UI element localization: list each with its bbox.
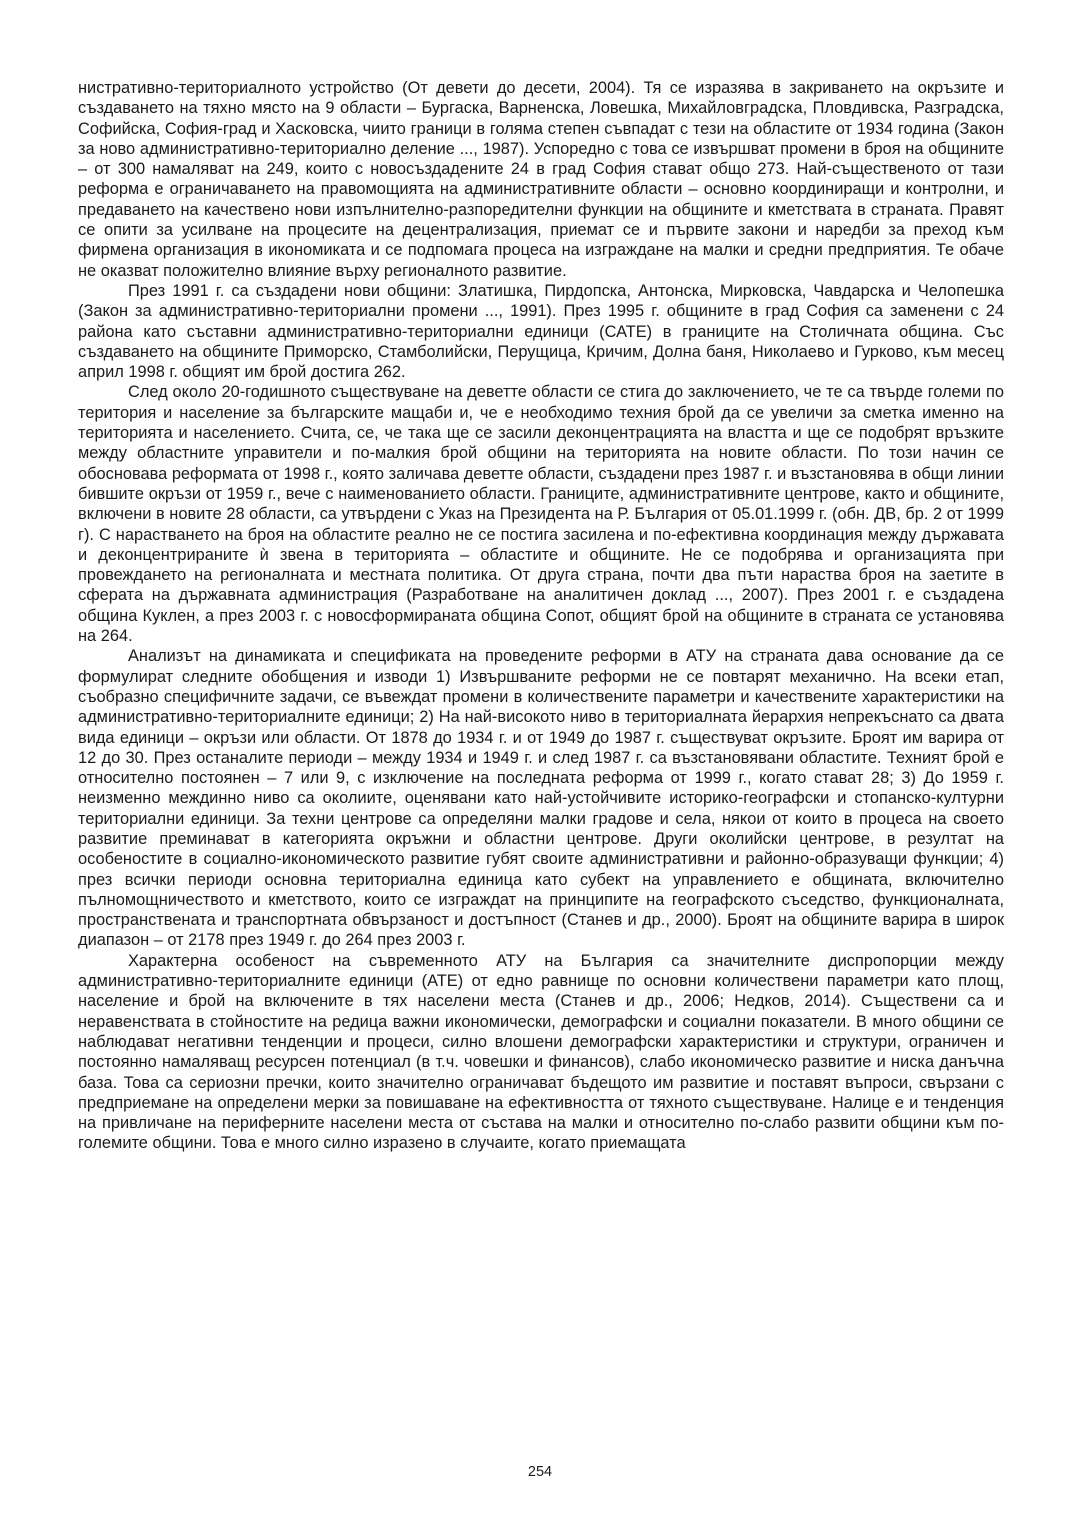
paragraph-reform-1998: След около 20-годишното съществуване на деветте области се стига до заключението, че те са твърде големи по територия и население за българските мащаби и, че е необходимо техния брой да се увеличи за сметка именно на територията и населението. Счита, се, че така ще се засили деконцентрацията на властта и ще се подобрят връзките между областните управители и по-малкия брой общини на територията на новите области. По този начин се обосновава реформата от 1998 г., която заличава деветте области, създадени през 1987 г. и възстановява в общи линии бившите окръзи от 1959 г., вече с наименованието области. Границите, административните центрове, както и общините, включени в новите 28 области, са утвърдени с Указ на Президента на Р. България от 05.01.1999 г. (обн. ДВ, бр. 2 от 1999 г). С нарастването на броя на областите реално не се постига засилена и по-ефективна координация между държавата и деконцентрираните ѝ звена в територията – областите и общините. Не се подобрява и организацията при провеждането на регионалната и местната политика. От друга страна, почти два пъти нараства броя на заетите в сферата на държавната администрация (Разработване на аналитичен доклад ..., 2007). През 2001 г. е създадена община Куклен, а през 2003 г. с новосформираната община Сопот, общият брой на общините в страната се установява на 264. bbox=[78, 383, 1004, 646]
page-body bbox=[78, 78, 1004, 1154]
paragraph-disproportions: Характерна особеност на съвременното АТУ на България са значителните диспропорции между административно-териториалните единици (АТЕ) от едно равнище по основни количествени параметри като площ, население и брой на включените в тях населени места (Станев и др., 2006; Недков, 2014). Съществени са и неравенствата в стойностите на редица важни икономически, демографски и социални показатели. В много общини се наблюдават негативни тенденции и процеси, силно влошени демографски характеристики и структури, ограничен и постоянно намаляващ ресурсен потенциал (в т.ч. човешки и финансов), слабо икономическо развитие и ниска данъчна база. Това са сериозни пречки, които значително ограничават бъдещото им развитие и поставят въпроси, свързани с предприемане на определени мерки за повишаване на ефективността от тяхното съществуване. Налице е и тенденция на привличане на периферните населени места от състава на малки и относително по-слабо развити общини към по-големите общини. Това е много силно изразено в случаите, когато приемащата bbox=[78, 951, 1004, 1153]
page-number: 254 bbox=[527, 1464, 553, 1480]
paragraph-analysis-conclusions: Анализът на динамиката и спецификата на проведените реформи в АТУ на страната дава основание да се формулират следните обобщения и изводи 1) Извършваните реформи не се повтарят механично. На всеки етап, съобразно специфичните задачи, се въвеждат промени в количествените параметри и качествените характеристики на административно-териториалните единици; 2) На най-високото ниво в териториалната йерархия непрекъснато са двата вида единици – окръзи или области. От 1878 до 1934 г. и от 1949 до 1987 г. съществуват окръзите. Броят им варира от 12 до 30. През останалите периоди – между 1934 и 1949 г. и след 1987 г. са възстановявани областите. Техният брой е относително постоянен – 7 или 9, с изключение на последната реформа от 1999 г., когато стават 28; 3) До 1959 г. неизменно междинно ниво са околиите, оценявани като най-устойчивите историко-географски и стопанско-културни териториални единици. За техни центрове са определяни малки градове и села, някои от които в процеса на своето развитие преминават в категорията окръжни и областни центрове. Други околийски центрове, в резултат на особеностите в социално-икономическото развитие губят своите административни и районно-образуващи функции; 4) през всички периоди основна териториална единица като субект на управлението е общината, включително пълномощничеството и кметството, които се изграждат на принципите на географското съседство, функционалната, пространствената и транспортната обвързаност и достъпност (Станев и др., 2000). Броят на общините варира в широк диапазон – от 2178 през 1949 г. до 264 през 2003 г. bbox=[78, 647, 1004, 950]
paragraph-continuation: нистративно-териториалното устройство (От девети до десети, 2004). Тя се изразява в закриването на окръзите и създаването на тяхно място на 9 области – Бургаска, Варненска, Ловешка, Михайловградска, Пловдивска, Разградска, Софийска, София-град и Хасковска, чиито граници в голяма степен съвпадат с тези на областите от 1934 година (Закон за ново административно-териториално деление ..., 1987). Успоредно с това се извършват промени в броя на общините – от 300 намаляват на 249, които с новосъздадените 24 в град София стават общо 273. Най-същественото от тази реформа е ограничаването на правомощията на административните области – основно координиращи и контролни, и предаването на качествено нови изпълнително-разпоредителни функции на общините и кметствата в страната. Правят се опити за усилване на процесите на децентрализация, приемат се и първите закони и наредби за преход към фирмена организация в икономиката и се подпомага процеса на изграждане на малки и средни предприятия. Те обаче не оказват положително влияние върху регионалното развитие. bbox=[78, 79, 1004, 280]
paragraph-new-municipalities: През 1991 г. са създадени нови общини: Златишка, Пирдопска, Антонска, Мирковска, Чавдарска и Челопешка (Закон за административно-териториални промени ..., 1991). През 1995 г. общините в град София са заменени с 24 района като съставни административно-териториални единици (САТЕ) в границите на Столичната община. Със създаването на общините Приморско, Стамболийски, Перущица, Кричим, Долна баня, Николаево и Гурково, към месец април 1998 г. общият им брой достига 262. bbox=[78, 281, 1004, 382]
